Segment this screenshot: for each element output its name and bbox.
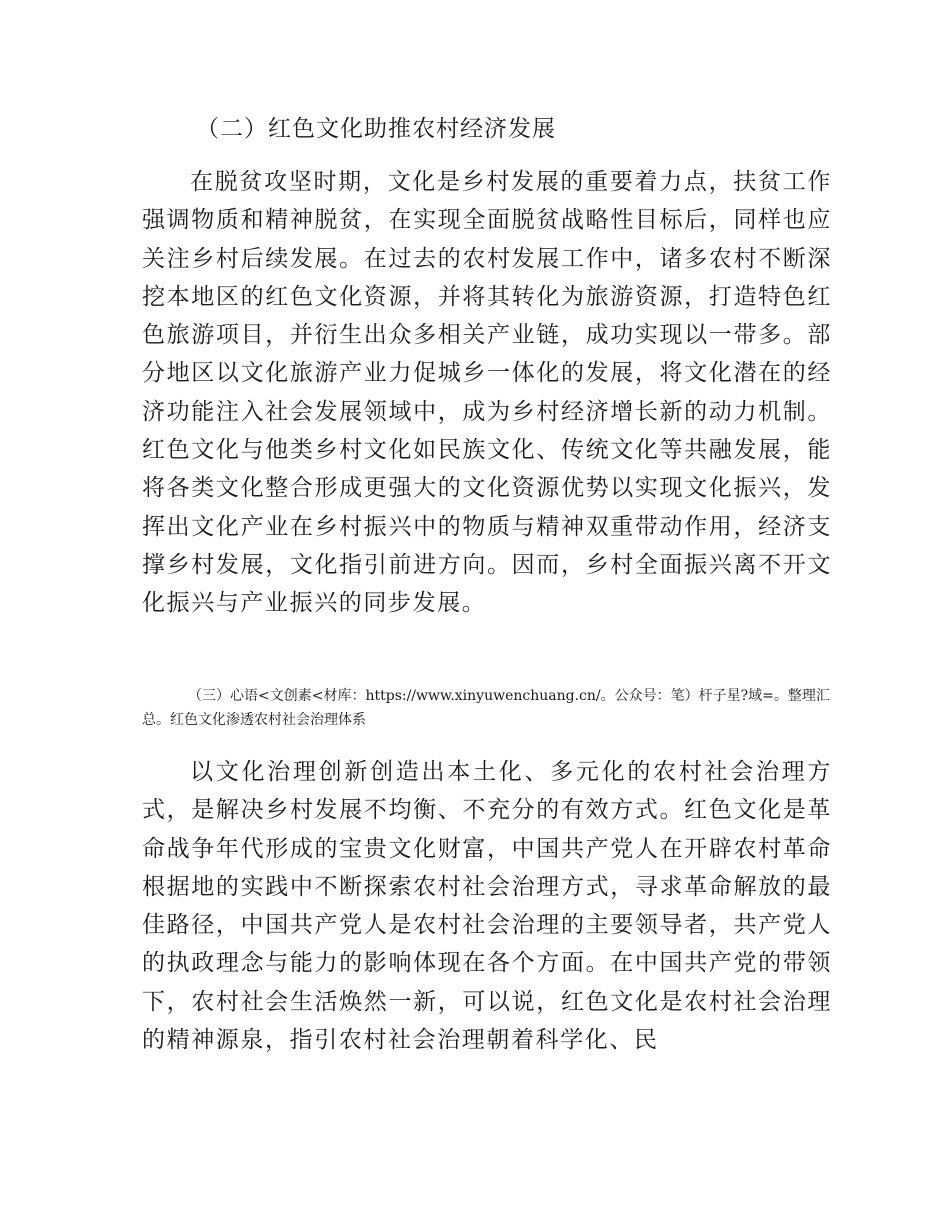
section-three-heading: （三）心语<文创素<材库：https://www.xinyuwenchuang.cn/。公众号：笔）杆子星?域=。整理汇总。红色文化渗透农村社会治理体系 bbox=[142, 688, 830, 728]
section-three-paragraph: 以文化治理创新创造出本土化、多元化的农村社会治理方式，是解决乡村发展不均衡、不充分的有效方式。红色文化是革命战争年代形成的宝贵文化财富，中国共产党人在开辟农村革命根据地的实践中不断探索农村社会治理方式，寻求革命解放的最佳路径，中国共产党人是农村社会治理的主要领导者，共产党人的执政理念与能力的影响体现在各个方面。在中国共产党的带领下，农村社会生活焕然一新，可以说，红色文化是农村社会治理的精神源泉，指引农村社会治理朝着科学化、民 bbox=[142, 759, 832, 1054]
section-two-heading: （二）红色文化助推农村经济发展 bbox=[196, 116, 556, 142]
section-two-paragraph: 在脱贫攻坚时期，文化是乡村发展的重要着力点，扶贫工作强调物质和精神脱贫，在实现全面脱贫战略性目标后，同样也应关注乡村后续发展。在过去的农村发展工作中，诸多农村不断深挖本地区的红色文化资源，并将其转化为旅游资源，打造特色红色旅游项目，并衍生出众多相关产业链，成功实现以一带多。部分地区以文化旅游产业力促城乡一体化的发展，将文化潜在的经济功能注入社会发展领域中，成为乡村经济增长新的动力机制。红色文化与他类乡村文化如民族文化、传统文化等共融发展，能将各类文化整合形成更强大的文化资源优势以实现文化振兴，发挥出文化产业在乡村振兴中的物质与精神双重带动作用，经济支撑乡村发展，文化指引前进方向。因而，乡村全面振兴离不开文化振兴与产业振兴的同步发展。 bbox=[142, 169, 832, 617]
